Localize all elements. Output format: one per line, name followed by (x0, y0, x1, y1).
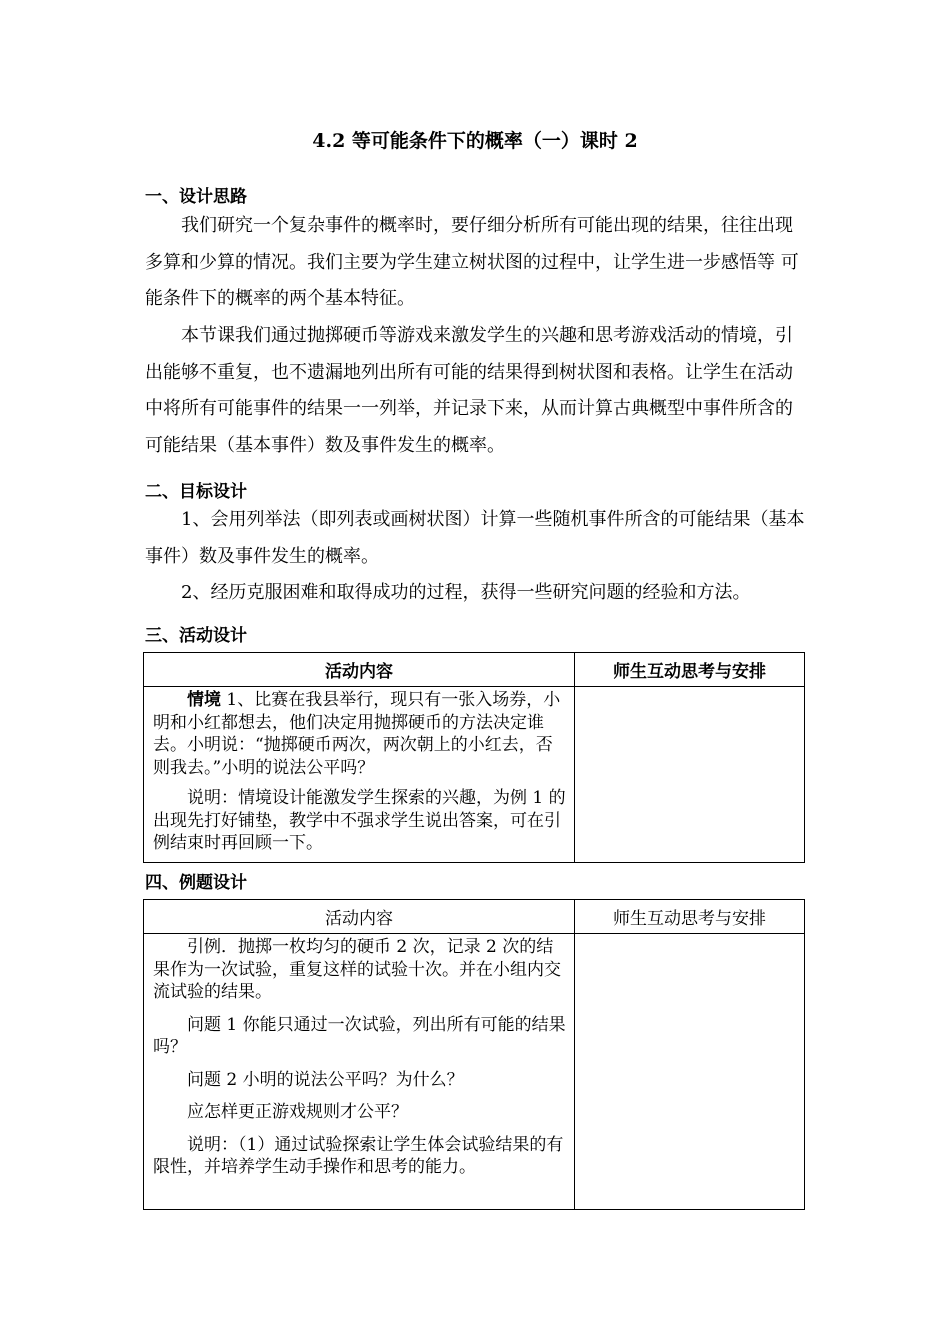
section-heading-goal-design: 二、目标设计 (145, 482, 247, 502)
example-design-table (143, 899, 805, 1210)
section-heading-example-design: 四、例题设计 (145, 873, 247, 893)
interaction-cell (575, 687, 805, 863)
document-title: 4.2 等可能条件下的概率（一）课时 2 (312, 130, 638, 152)
situation-text: 1、比赛在我县举行，现只有一张入场券，小明和小红都想去，他们决定用抛掷硬币的方法决定谁去。小明说：“抛掷硬币两次，两次朝上的小红去，否则我去。”小明的说法公平吗？ (153, 690, 561, 778)
column-header-activity-content: 活动内容 (144, 653, 575, 687)
rule-question-paragraph: 应怎样更正游戏规则才公平？ (187, 1102, 408, 1122)
goal-design-paragraph-2: 2、经历克服困难和取得成功的过程，获得一些研究问题的经验和方法。 (181, 582, 751, 603)
column-header-interaction: 师生互动思考与安排 (575, 653, 805, 687)
example-note-paragraph: 说明：（1）通过试验探索让学生体会试验结果的有限性，并培养学生动手操作和思考的能力。 (153, 1134, 564, 1177)
section-heading-design-idea: 一、设计思路 (145, 187, 247, 207)
intro-example-paragraph: 引例．抛掷一枚均匀的硬币 2 次，记录 2 次的结果作为一次试验，重复这样的试验十次。并在小组内交流试验的结果。 (153, 937, 561, 1002)
situation-label: 情境 (187, 690, 221, 710)
column-header-interaction: 师生互动思考与安排 (575, 900, 805, 934)
interaction-cell (575, 934, 805, 1210)
situation-note: 说明：情境设计能激发学生探索的兴趣，为例 1 的出现先打好铺垫，教学中不强求学生说出答案，可在引例结束时再回顾一下。 (153, 788, 566, 853)
table-row (144, 687, 805, 863)
table-header-row (144, 900, 805, 934)
goal-design-paragraph-1: 1、会用列举法（即列表或画树状图）计算一些随机事件所含的可能结果（基本事件）数及事件发生的概率。 (145, 509, 805, 567)
column-header-activity-content: 活动内容 (144, 900, 575, 934)
question-1-paragraph: 问题 1 你能只通过一次试验，列出所有可能的结果吗？ (153, 1014, 566, 1057)
activity-content-cell (144, 687, 575, 863)
design-idea-paragraph-1: 我们研究一个复杂事件的概率时，要仔细分析所有可能出现的结果，往往出现多算和少算的情况。我们主要为学生建立树状图的过程中，让学生进一步感悟等 可能条件下的概率的两个基本特征。 (145, 215, 799, 309)
table-header-row (144, 653, 805, 687)
activity-design-table (143, 652, 805, 863)
design-idea-paragraph-2: 本节课我们通过抛掷硬币等游戏来激发学生的兴趣和思考游戏活动的情境，引出能够不重复，也不遗漏地列出所有可能的结果得到树状图和表格。让学生在活动中将所有可能事件的结果一一列举，并记录下来，从而计算古典概型中事件所含的可能结果（基本事件）数及事件发生的概率。 (145, 325, 793, 456)
question-2-paragraph: 问题 2 小明的说法公平吗？为什么？ (187, 1069, 464, 1090)
table-row (144, 934, 805, 1210)
section-heading-activity-design: 三、活动设计 (145, 626, 247, 646)
activity-content-cell (144, 934, 575, 1210)
situation-paragraph (153, 689, 566, 779)
